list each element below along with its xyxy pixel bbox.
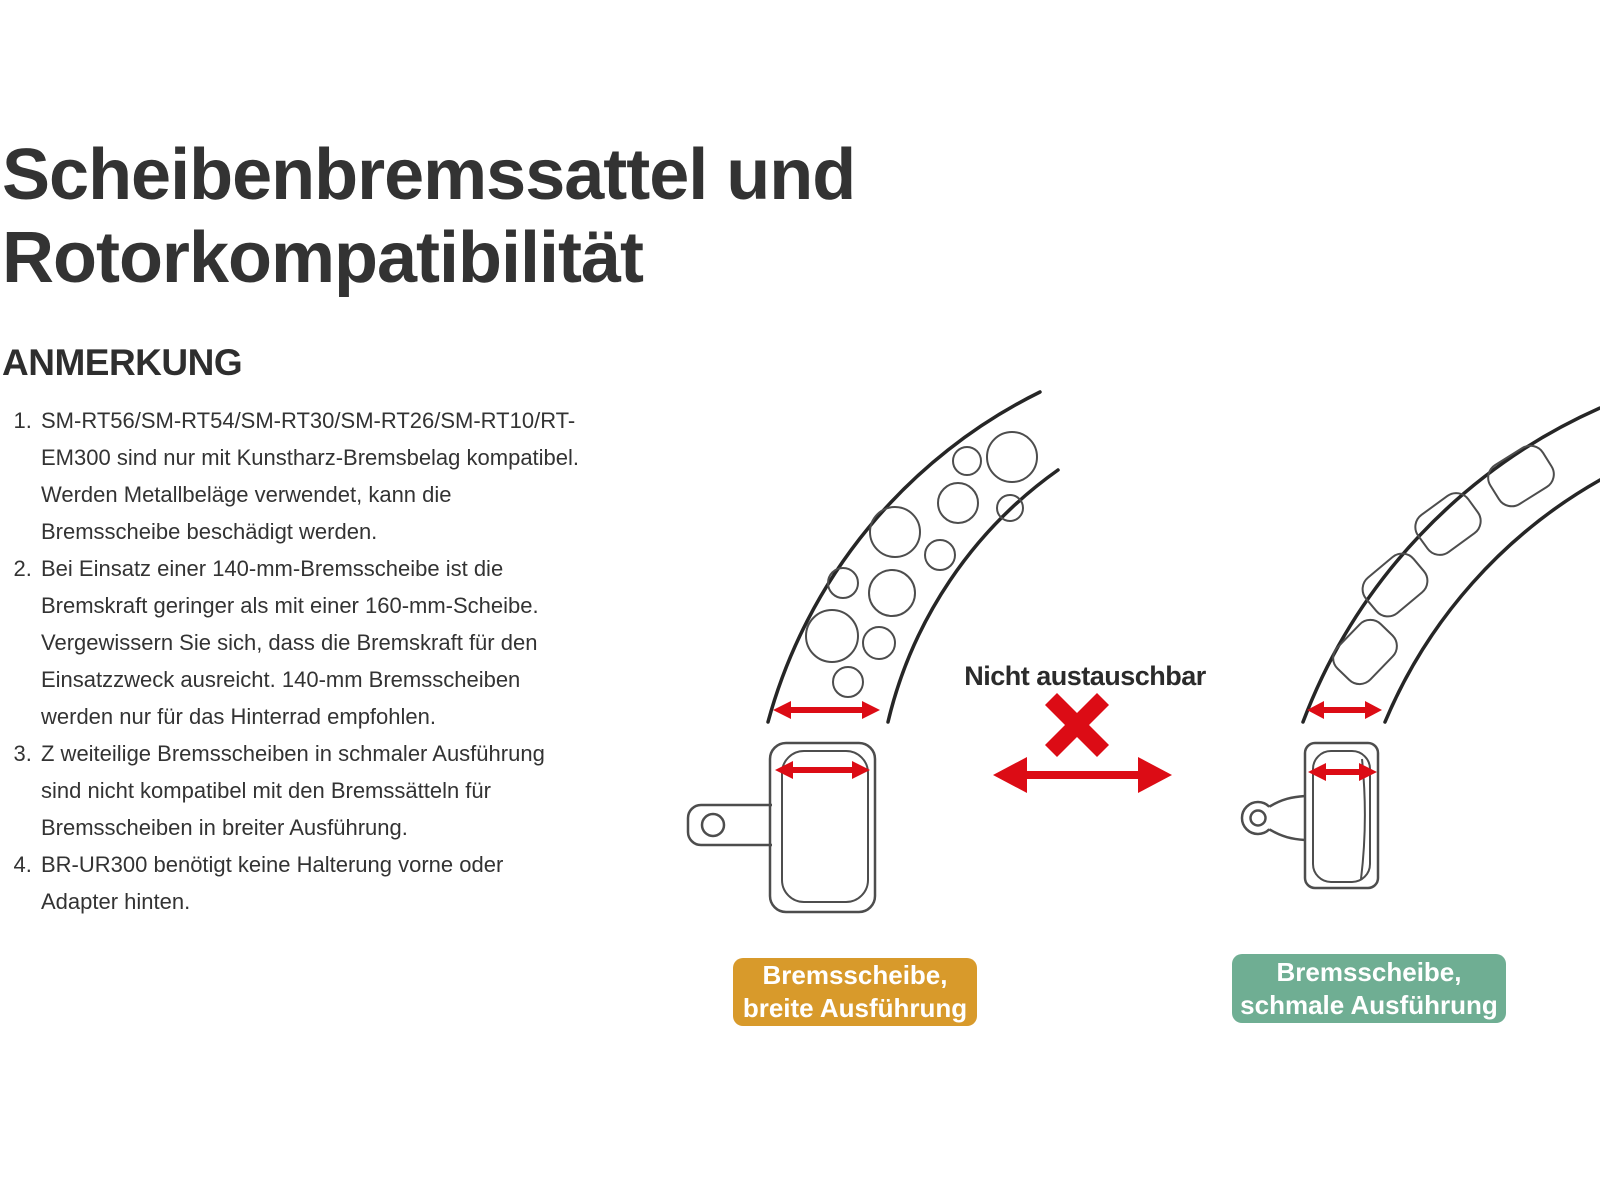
narrow-rotor-badge-line2: schmale Ausführung bbox=[1240, 989, 1498, 1020]
rotor-hole bbox=[987, 432, 1037, 482]
rotor-hole bbox=[938, 483, 978, 523]
note-item: 2. Bei Einsatz einer 140-mm-Bremsscheibe ist die Bremskraft geringer als mit einer 160-mm-Scheibe. Vergewissern Sie sich, dass die Bremskraft für den Einsatzzweck ausreicht. 140-mm Bremsscheiben werden nur für das Hinterrad empfohlen. bbox=[38, 550, 583, 735]
rotor-hole bbox=[863, 627, 895, 659]
note-item: 4. BR-UR300 benötigt keine Halterung vorne oder Adapter hinten. bbox=[38, 846, 583, 920]
pad-mount-hole bbox=[702, 814, 724, 836]
narrow-pad-width-arrow bbox=[1308, 763, 1377, 781]
wide-pad-width-arrow bbox=[775, 761, 870, 779]
wide-rotor-badge bbox=[733, 958, 977, 1026]
narrow-rotor-width-arrow bbox=[1307, 701, 1382, 719]
not-interchangeable-x-icon bbox=[1051, 699, 1103, 751]
note-list bbox=[8, 402, 583, 920]
compatibility-diagram bbox=[620, 380, 1600, 1080]
double-arrow-icon bbox=[993, 757, 1172, 793]
note-item: 3. Z weiteilige Bremsscheiben in schmaler Ausführung sind nicht kompatibel mit den Bremssätteln für Bremsscheiben in breiter Ausführung. bbox=[38, 735, 583, 846]
note-item: 1. SM-RT56/SM-RT54/SM-RT30/SM-RT26/SM-RT10/RT-EM300 sind nur mit Kunstharz-Bremsbelag kompatibel. Werden Metallbeläge verwendet, kann die Bremsscheibe beschädigt werden. bbox=[38, 402, 583, 550]
narrow-rotor-badge bbox=[1232, 954, 1506, 1023]
rotor-hole bbox=[833, 667, 863, 697]
pad-mount-hole bbox=[1251, 811, 1266, 826]
rotor-slot bbox=[1327, 614, 1403, 691]
rotor-slot bbox=[1356, 547, 1433, 622]
wide-rotor-width-arrow bbox=[773, 701, 880, 719]
wide-rotor-badge-line1: Bremsscheibe, bbox=[762, 960, 948, 990]
wide-brake-pad-drawing bbox=[688, 743, 875, 912]
page-title bbox=[2, 134, 855, 300]
page-title-line2: Rotorkompatibilität bbox=[2, 218, 643, 298]
narrow-rotor-drawing bbox=[1303, 408, 1600, 722]
rotor-hole bbox=[806, 610, 858, 662]
rotor-slots bbox=[1327, 440, 1560, 690]
rotor-hole bbox=[869, 570, 915, 616]
rotor-hole bbox=[870, 507, 920, 557]
rotor-hole bbox=[925, 540, 955, 570]
not-interchangeable-label: Nicht austauschbar bbox=[964, 661, 1206, 691]
rotor-hole bbox=[953, 447, 981, 475]
narrow-rotor-badge-line1: Bremsscheibe, bbox=[1276, 956, 1462, 987]
narrow-brake-pad-drawing bbox=[1242, 743, 1378, 888]
note-heading: ANMERKUNG bbox=[2, 342, 243, 383]
page-title-line1: Scheibenbremssattel und bbox=[2, 135, 856, 215]
rotor-slot bbox=[1409, 487, 1486, 561]
rotor-hole bbox=[828, 568, 858, 598]
wide-rotor-badge-line2: breite Ausführung bbox=[742, 993, 968, 1023]
